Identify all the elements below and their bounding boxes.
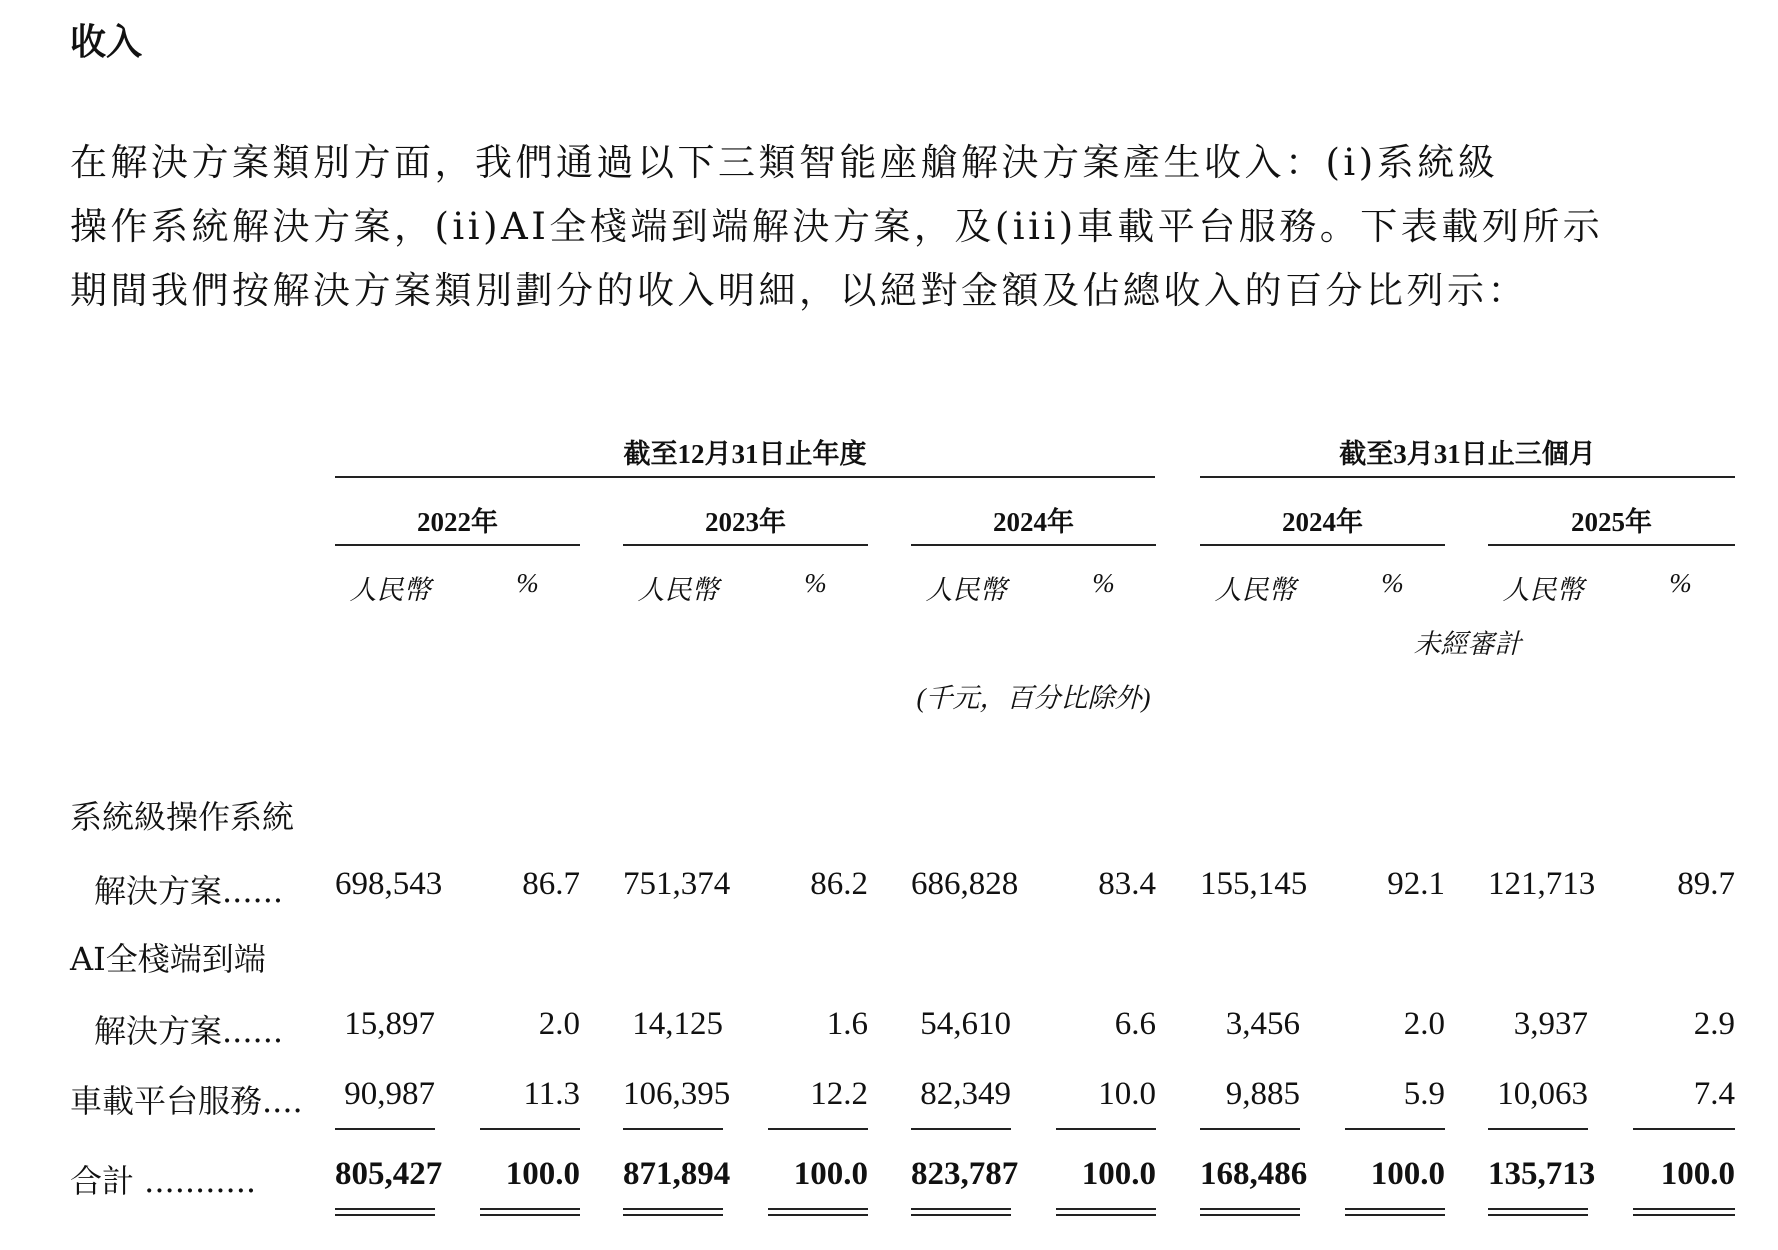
cell-platform-2024q1-pct: 5.9 bbox=[1403, 1076, 1445, 1112]
cell-ai-2024-rmb: 54,610 bbox=[920, 1006, 1011, 1042]
subheader-rmb-2024: 人民幣 bbox=[925, 575, 1007, 605]
cell-total-2025q1-rmb: 135,713 bbox=[1488, 1156, 1596, 1192]
total-double-rule bbox=[335, 1208, 435, 1216]
year-header-2025-q1: 2025年 bbox=[1571, 507, 1652, 537]
subheader-pct-2023: % bbox=[804, 568, 827, 598]
cell-os-2024q1-rmb: 155,145 bbox=[1200, 866, 1308, 902]
subtotal-rule bbox=[1633, 1128, 1735, 1130]
year-rule-2024-q1 bbox=[1200, 544, 1445, 546]
row-label-os-line1: 系統級操作系統 bbox=[70, 798, 295, 836]
year-rule-2025-q1 bbox=[1488, 544, 1735, 546]
subheader-pct-2024-q1: % bbox=[1381, 568, 1404, 598]
cell-platform-2024-rmb: 82,349 bbox=[920, 1076, 1011, 1112]
subtotal-rule bbox=[480, 1128, 580, 1130]
cell-total-2024q1-pct: 100.0 bbox=[1370, 1156, 1445, 1192]
subheader-pct-2024: % bbox=[1092, 568, 1115, 598]
cell-os-2022-pct: 86.7 bbox=[522, 866, 580, 902]
cell-ai-2022-rmb: 15,897 bbox=[344, 1006, 435, 1042]
subheader-pct-2022: % bbox=[516, 568, 539, 598]
cell-total-2022-rmb: 805,427 bbox=[335, 1156, 443, 1192]
cell-total-2022-pct: 100.0 bbox=[505, 1156, 580, 1192]
cell-ai-2024-pct: 6.6 bbox=[1114, 1006, 1156, 1042]
row-label-total: 合計 ........... bbox=[70, 1162, 257, 1200]
cell-total-2024-rmb: 823,787 bbox=[911, 1156, 1019, 1192]
unaudited-note: 未經審計 bbox=[1413, 629, 1522, 659]
row-label-ai-line1: AI全棧端到端 bbox=[70, 940, 266, 978]
cell-platform-2023-pct: 12.2 bbox=[810, 1076, 868, 1112]
paragraph-line-2: 操作系統解決方案，(ii)AI全棧端到端解決方案，及(iii)車載平台服務。下表載列所示 bbox=[70, 205, 1604, 248]
row-label-platform: 車載平台服務.... bbox=[70, 1082, 303, 1120]
cell-os-2025q1-pct: 89.7 bbox=[1677, 866, 1735, 902]
cell-total-2024q1-rmb: 168,486 bbox=[1200, 1156, 1308, 1192]
total-double-rule bbox=[1488, 1208, 1588, 1216]
row-label-os-line2: 解決方案...... bbox=[94, 872, 284, 910]
unit-note: (千元，百分比除外) bbox=[916, 683, 1151, 713]
total-double-rule bbox=[1056, 1208, 1156, 1216]
paragraph-line-3: 期間我們按解決方案類別劃分的收入明細，以絕對金額及佔總收入的百分比列示： bbox=[70, 269, 1528, 312]
cell-ai-2025q1-rmb: 3,937 bbox=[1513, 1006, 1588, 1042]
row-label-ai-line2: 解決方案...... bbox=[94, 1012, 284, 1050]
subtotal-rule bbox=[335, 1128, 435, 1130]
cell-os-2023-pct: 86.2 bbox=[810, 866, 868, 902]
subheader-rmb-2024-q1: 人民幣 bbox=[1214, 575, 1296, 605]
cell-ai-2024q1-pct: 2.0 bbox=[1403, 1006, 1445, 1042]
cell-ai-2024q1-rmb: 3,456 bbox=[1225, 1006, 1300, 1042]
total-double-rule bbox=[911, 1208, 1011, 1216]
year-header-2024: 2024年 bbox=[993, 507, 1074, 537]
year-rule-2022 bbox=[335, 544, 580, 546]
cell-os-2022-rmb: 698,543 bbox=[335, 866, 443, 902]
year-rule-2023 bbox=[623, 544, 868, 546]
cell-ai-2025q1-pct: 2.9 bbox=[1693, 1006, 1735, 1042]
group-header-annual: 截至12月31日止年度 bbox=[623, 439, 867, 469]
cell-total-2023-rmb: 871,894 bbox=[623, 1156, 731, 1192]
group-header-quarter-rule bbox=[1200, 476, 1735, 478]
subheader-rmb-2023: 人民幣 bbox=[637, 575, 719, 605]
subheader-pct-2025-q1: % bbox=[1669, 568, 1692, 598]
subtotal-rule bbox=[1345, 1128, 1445, 1130]
cell-ai-2022-pct: 2.0 bbox=[538, 1006, 580, 1042]
year-header-2022: 2022年 bbox=[417, 507, 498, 537]
total-double-rule bbox=[1200, 1208, 1300, 1216]
total-double-rule bbox=[1345, 1208, 1445, 1216]
subtotal-rule bbox=[1488, 1128, 1588, 1130]
cell-ai-2023-rmb: 14,125 bbox=[632, 1006, 723, 1042]
group-header-annual-rule bbox=[335, 476, 1155, 478]
cell-os-2023-rmb: 751,374 bbox=[623, 866, 731, 902]
total-double-rule bbox=[1633, 1208, 1735, 1216]
cell-os-2024q1-pct: 92.1 bbox=[1387, 866, 1445, 902]
cell-platform-2022-rmb: 90,987 bbox=[344, 1076, 435, 1112]
group-header-quarter: 截至3月31日止三個月 bbox=[1339, 439, 1596, 469]
cell-os-2024-pct: 83.4 bbox=[1098, 866, 1156, 902]
cell-platform-2023-rmb: 106,395 bbox=[623, 1076, 731, 1112]
cell-ai-2023-pct: 1.6 bbox=[826, 1006, 868, 1042]
cell-platform-2024-pct: 10.0 bbox=[1098, 1076, 1156, 1112]
cell-platform-2022-pct: 11.3 bbox=[523, 1076, 580, 1112]
subtotal-rule bbox=[623, 1128, 723, 1130]
total-double-rule bbox=[623, 1208, 723, 1216]
cell-os-2024-rmb: 686,828 bbox=[911, 866, 1019, 902]
total-double-rule bbox=[768, 1208, 868, 1216]
year-rule-2024 bbox=[911, 544, 1156, 546]
subheader-rmb-2022: 人民幣 bbox=[349, 575, 431, 605]
cell-os-2025q1-rmb: 121,713 bbox=[1488, 866, 1596, 902]
cell-total-2025q1-pct: 100.0 bbox=[1660, 1156, 1735, 1192]
cell-total-2023-pct: 100.0 bbox=[793, 1156, 868, 1192]
cell-platform-2024q1-rmb: 9,885 bbox=[1225, 1076, 1300, 1112]
cell-total-2024-pct: 100.0 bbox=[1081, 1156, 1156, 1192]
cell-platform-2025q1-rmb: 10,063 bbox=[1497, 1076, 1588, 1112]
subtotal-rule bbox=[1056, 1128, 1156, 1130]
subtotal-rule bbox=[768, 1128, 868, 1130]
total-double-rule bbox=[480, 1208, 580, 1216]
paragraph-line-1: 在解決方案類別方面，我們通過以下三類智能座艙解決方案產生收入：(i)系統級 bbox=[70, 141, 1499, 184]
subtotal-rule bbox=[911, 1128, 1011, 1130]
section-heading: 收入 bbox=[70, 22, 143, 63]
subtotal-rule bbox=[1200, 1128, 1300, 1130]
year-header-2024-q1: 2024年 bbox=[1282, 507, 1363, 537]
cell-platform-2025q1-pct: 7.4 bbox=[1693, 1076, 1735, 1112]
subheader-rmb-2025-q1: 人民幣 bbox=[1502, 575, 1584, 605]
year-header-2023: 2023年 bbox=[705, 507, 786, 537]
